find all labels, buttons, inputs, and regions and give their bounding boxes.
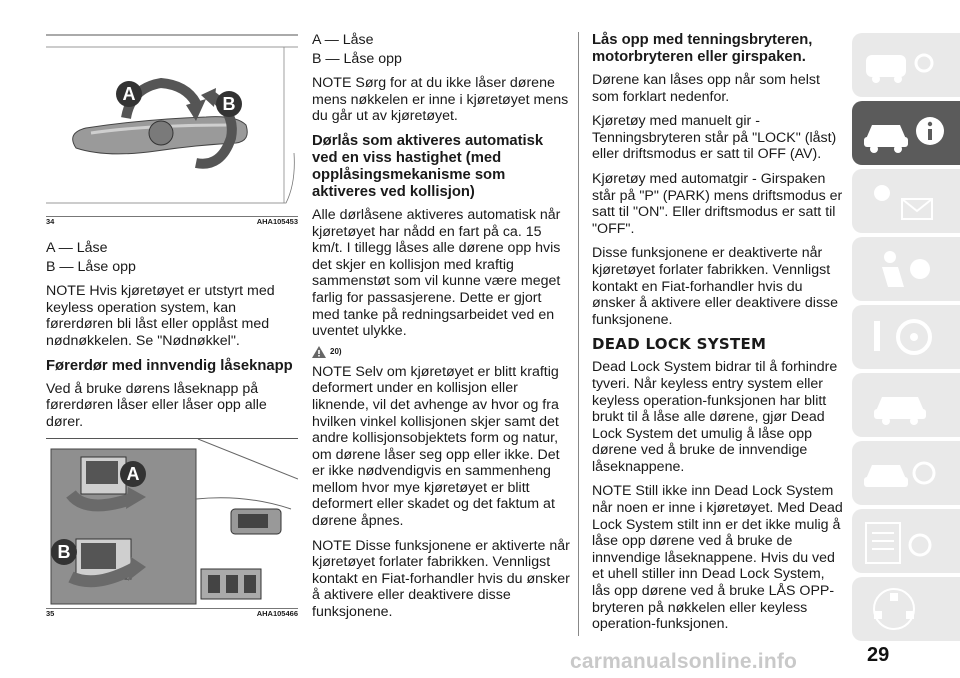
column-divider: [578, 32, 579, 636]
figure-35-number: 35: [46, 609, 55, 618]
para-dead-lock: Dead Lock System bidrar til å forhindre tyveri. Når keyless entry system eller keyless operation-funksjonen har blitt brukt til å låse alle dørene, gjør Dead Lock System det umulig å låse opp dørene ved å bruke de innvendige låseknappene.: [592, 359, 838, 475]
note-dead-lock: NOTE Still ikke inn Dead Lock System når noen er inne i kjøretøyet. Med Dead Lock System stilt inn er det ikke mulig å låse opp dørene ved å bruke de innvendige låseknappene. Hvis du ved et uhell stiller inn Dead Lock System, lås opp dørene ved å bruke LÅS OPP-bryteren på nøkkelen eller keyless operation-funksjonen.: [592, 483, 843, 633]
figure-34-label-a: A: [116, 81, 142, 107]
heading-unlock-ignition: Lås opp med tenningsbryteren, motorbryteren eller girspaken.: [592, 32, 813, 65]
figure-35-interior-lock-knob: [46, 438, 298, 609]
warning-triangle-icon: [312, 346, 326, 358]
car-service-icon: [852, 441, 960, 505]
tab-car-service[interactable]: [852, 441, 960, 505]
column-3: [592, 32, 844, 641]
section-dead-lock-system: DEAD LOCK SYSTEM: [592, 335, 767, 354]
note-functions-factory: NOTE Disse funksjonene er aktiverte når kjøretøyet forlater fabrikken. Vennligst kontakt en Fiat-forhandler hvis du ønsker å aktivere eller deaktivere disse funksjonene.: [312, 537, 570, 621]
figure-35-label-b: B: [51, 539, 77, 565]
alphabetical-index-icon: [852, 577, 960, 641]
figure-35-caption: [46, 608, 298, 622]
note-key-inside: NOTE Sørg for at du ikke låser dørene mens nøkkelen er inne i kjøretøyet mens du går ut av kjøretøyet.: [312, 75, 569, 125]
figure-34-door-handle: [46, 33, 298, 216]
note-keyless-emergency-key: NOTE Hvis kjøretøyet er utstyrt med keyless operation system, kan førerdøren bli låst eller opplåst med nødnøkkelen. Se "Nødnøkkel".: [46, 283, 275, 349]
para-automatic-gear: Kjøretøy med automatgir - Girspaken står på "P" (PARK) mens driftsmodus er satt til "ON". Eller driftsmodus er satt til "OFF".: [592, 170, 843, 237]
car-emergency-icon: [852, 373, 960, 437]
tab-car-dashboard[interactable]: [852, 33, 960, 97]
tab-technical-data[interactable]: [852, 509, 960, 573]
figure-34-caption: [46, 216, 298, 230]
car-info-icon: [852, 101, 960, 165]
legend-a-lock-2: A — Låse: [312, 32, 374, 48]
airbag-safety-icon: [852, 237, 960, 301]
car-dashboard-icon: [852, 33, 960, 97]
tab-car-emergency[interactable]: [852, 373, 960, 437]
tab-steering-wheel[interactable]: [852, 305, 960, 369]
heading-auto-speed-lock: Dørlås som aktiveres automatisk ved en viss hastighet (med opplåsingsmekanisme som aktiveres ved kollisjon): [312, 132, 544, 200]
interior-lock-illustration: [46, 439, 298, 609]
column-1: [46, 240, 298, 438]
figure-34-code: AHA105453: [256, 217, 298, 226]
warning-reference: [312, 346, 570, 358]
para-driver-door-lock-knob: Ved å bruke dørens låseknapp på førerdøren låser eller låser opp alle dører.: [46, 380, 267, 430]
column-2: [312, 32, 570, 629]
para-manual-gear: Kjøretøy med manuelt gir - Tenningsbryteren står på "LOCK" (låst) eller driftsmodus er satt til OFF (AV).: [592, 113, 837, 163]
watermark: carmanualsonline.info: [570, 650, 798, 673]
figure-34-number: 34: [46, 217, 55, 226]
steering-wheel-icon: [852, 305, 960, 369]
figure-34-label-b: B: [216, 91, 242, 117]
para-unlock-anytime: Dørene kan låses opp når som helst som forklart nedenfor.: [592, 72, 820, 105]
note-collision-deformation: NOTE Selv om kjøretøyet er blitt kraftig deformert under en kollisjon eller liknende, vil det avhenge av hvor og fra hvilken vinkel kollisjonen skjer samt det andre kollisjonsobjektets form og natur, om dørene låser seg opp eller ikke. Det er ikke nødvendigvis en sammenheng mellom hvor mye kjøretøyet er blitt deformert eller skadet og det faktum at dørene åpnes.: [312, 363, 560, 530]
door-handle-illustration: [46, 33, 298, 216]
tab-warning-lights[interactable]: [852, 169, 960, 233]
para-auto-speed-lock: Alle dørlåsene aktiveres automatisk når kjøretøyet har nådd en fart på ca. 15 km/t. I tillegg låses alle dørene opp hvis det skjer en kollisjon med kraftig sammenstøt som vil kunne være meget farlig for passasjerene. Dette er gjort med tanke på redningsarbeidet ved en uventet ulykke.: [312, 206, 561, 340]
para-functions-deactivated: Disse funksjonene er deaktiverte når kjøretøyet forlater fabrikken. Vennligst kontakt en Fiat-forhandler hvis du ønsker å aktivere eller deaktivere disse funksjonene.: [592, 245, 839, 328]
figure-35-code: AHA105466: [256, 609, 298, 618]
figure-35-label-a: A: [120, 461, 146, 487]
tab-airbag-safety[interactable]: [852, 237, 960, 301]
warning-ref-number: 20): [330, 347, 342, 357]
legend-b-unlock-2: B — Låse opp: [312, 50, 402, 67]
page-number: 29: [867, 644, 890, 666]
warning-lights-icon: [852, 169, 960, 233]
legend-a-lock: A — Låse: [46, 240, 108, 256]
heading-driver-door-lock-knob: Førerdør med innvendig låseknapp: [46, 357, 293, 374]
tab-car-info[interactable]: [852, 101, 960, 165]
tab-alphabetical-index[interactable]: [852, 577, 960, 641]
legend-b-unlock: B — Låse opp: [46, 258, 136, 275]
technical-data-icon: [852, 509, 960, 573]
